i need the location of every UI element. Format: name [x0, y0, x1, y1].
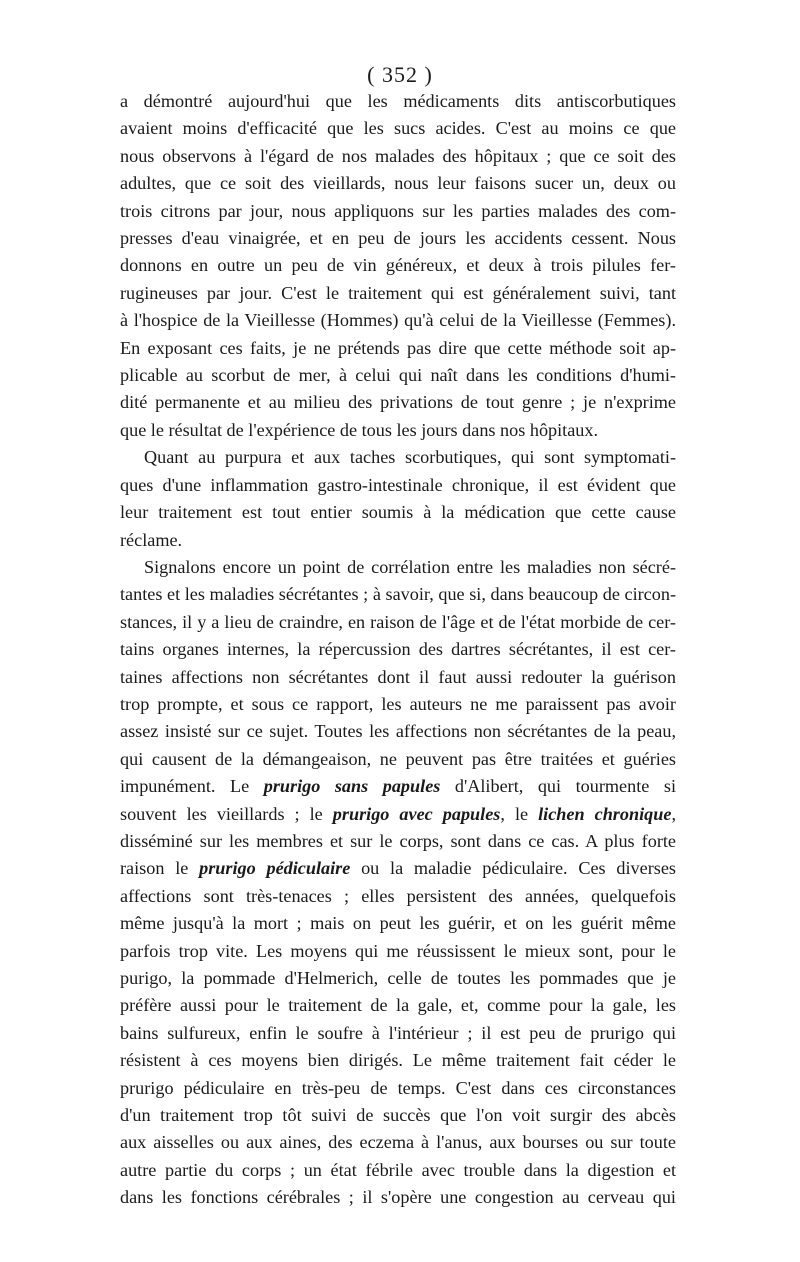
- text-line: [120, 581, 676, 608]
- text-line: [120, 883, 676, 910]
- text-line: [120, 691, 676, 718]
- text-segment: plicable au scorbut de mer, à celui qui naît dans les conditions d'humi-: [120, 365, 676, 386]
- text-line: [120, 198, 676, 225]
- text-line: [120, 554, 676, 581]
- text-line: [120, 1020, 676, 1047]
- text-segment: aux aisselles ou aux aines, des eczema à l'anus, aux bourses ou sur toute: [120, 1132, 676, 1153]
- text-segment: raison le: [120, 858, 200, 879]
- text-line: [120, 115, 676, 142]
- text-segment: stances, il y a lieu de craindre, en raison de l'âge et de l'état morbide de cer-: [120, 611, 676, 632]
- text-segment: d'Alibert, qui tourmente si: [440, 776, 676, 797]
- text-segment: nous observons à l'égard de nos malades des hôpitaux ; que ce soit des: [120, 145, 676, 166]
- text-line: [120, 636, 676, 663]
- text-line: [120, 773, 676, 800]
- text-line: [120, 664, 676, 691]
- text-line: [120, 444, 676, 471]
- text-segment: ques d'une inflammation gastro-intestinale chronique, il est évident que: [120, 474, 676, 495]
- text-segment: préfère aussi pour le traitement de la gale, et, comme pour la gale, les: [120, 995, 676, 1016]
- text-line: [120, 527, 676, 554]
- text-segment: Quant au purpura et aux taches scorbutiques, qui sont symptomati-: [144, 447, 676, 468]
- text-line: [120, 280, 676, 307]
- text-line: [120, 1075, 676, 1102]
- text-line: [120, 170, 676, 197]
- text-line: [120, 472, 676, 499]
- text-line: [120, 362, 676, 389]
- text-line: [120, 389, 676, 416]
- body-text: [120, 88, 676, 1212]
- text-line: [120, 609, 676, 636]
- text-line: [120, 801, 676, 828]
- text-segment: Signalons encore un point de corrélation entre les maladies non sécré-: [144, 556, 676, 577]
- emphasized-term: lichen chronique: [538, 803, 672, 824]
- text-line: [120, 828, 676, 855]
- text-segment: assez insisté sur ce sujet. Toutes les affections non sécrétantes de la peau,: [120, 721, 676, 742]
- text-line: [120, 1184, 676, 1211]
- text-line: [120, 1102, 676, 1129]
- text-line: [120, 1129, 676, 1156]
- text-line: [120, 88, 676, 115]
- text-segment: ,: [671, 803, 676, 824]
- text-line: [120, 718, 676, 745]
- text-segment: même jusqu'à la mort ; mais on peut les guérir, et on les guérit même: [120, 913, 676, 934]
- text-segment: trop prompte, et sous ce rapport, les auteurs ne me paraissent pas avoir: [120, 693, 676, 714]
- text-line: [120, 1157, 676, 1184]
- text-segment: tains organes internes, la répercussion des dartres sécrétantes, il est cer-: [120, 639, 676, 660]
- text-segment: autre partie du corps ; un état fébrile avec trouble dans la digestion et: [120, 1159, 676, 1180]
- text-segment: rugineuses par jour. C'est le traitement qui est généralement suivi, tant: [120, 282, 676, 303]
- text-segment: taines affections non sécrétantes dont il faut aussi redouter la guérison: [120, 666, 676, 687]
- text-line: [120, 499, 676, 526]
- text-segment: donnons en outre un peu de vin généreux, et deux à trois pilules fer-: [120, 255, 676, 276]
- text-line: [120, 143, 676, 170]
- text-segment: En exposant ces faits, je ne prétends pas dire que cette méthode soit ap-: [120, 337, 676, 358]
- page-number: ( 352 ): [367, 62, 433, 87]
- text-segment: presses d'eau vinaigrée, et en peu de jours les accidents cessent. Nous: [120, 228, 676, 249]
- text-segment: avaient moins d'efficacité que les sucs acides. C'est au moins ce que: [120, 118, 676, 139]
- text-line: [120, 992, 676, 1019]
- text-segment: a démontré aujourd'hui que les médicaments dits antiscorbutiques: [120, 91, 676, 111]
- text-segment: qui causent de la démangeaison, ne peuvent pas être traitées et guéries: [120, 748, 676, 769]
- text-segment: réclame.: [120, 529, 183, 550]
- text-segment: trois citrons par jour, nous appliquons sur les parties malades des com-: [120, 200, 676, 221]
- text-line: [120, 417, 676, 444]
- text-segment: parfois trop vite. Les moyens qui me réussissent le mieux sont, pour le: [120, 940, 676, 961]
- emphasized-term: prurigo sans papules: [263, 776, 441, 797]
- text-segment: disséminé sur les membres et sur le corps, sont dans ce cas. A plus forte: [120, 830, 676, 851]
- text-segment: purigo, la pommade d'Helmerich, celle de toutes les pommades que je: [120, 968, 676, 988]
- text-segment: leur traitement est tout entier soumis à la médication que cette cause: [120, 502, 676, 523]
- text-segment: résistent à ces moyens bien dirigés. Le même traitement fait céder le: [120, 1050, 676, 1071]
- text-line: [120, 1047, 676, 1074]
- text-line: [120, 252, 676, 279]
- text-line: [120, 855, 676, 882]
- text-segment: tantes et les maladies sécrétantes ; à savoir, que si, dans beaucoup de circon-: [120, 584, 676, 605]
- emphasized-term: prurigo pédiculaire: [199, 858, 351, 879]
- text-segment: bains sulfureux, enfin le soufre à l'intérieur ; il est peu de prurigo qui: [120, 1022, 676, 1043]
- text-segment: dans les fonctions cérébrales ; il s'opère une congestion au cerveau qui: [120, 1187, 676, 1208]
- text-line: [120, 938, 676, 965]
- text-segment: d'un traitement trop tôt suivi de succès que l'on voit surgir des abcès: [120, 1105, 676, 1126]
- text-line: [120, 965, 676, 992]
- text-segment: dité permanente et au milieu des privations de tout genre ; je n'exprime: [120, 392, 676, 413]
- text-segment: prurigo pédiculaire en très-peu de temps. C'est dans ces circonstances: [120, 1077, 676, 1098]
- text-segment: , le: [500, 803, 539, 824]
- text-segment: adultes, que ce soit des vieillards, nous leur faisons sucer un, deux ou: [120, 173, 676, 194]
- text-segment: souvent les vieillards ; le: [120, 803, 333, 824]
- text-segment: à l'hospice de la Vieillesse (Hommes) qu'à celui de la Vieillesse (Femmes).: [120, 310, 676, 331]
- text-segment: ou la maladie pédiculaire. Ces diverses: [350, 858, 676, 879]
- text-line: [120, 910, 676, 937]
- text-segment: que le résultat de l'expérience de tous les jours dans nos hôpitaux.: [120, 419, 599, 440]
- text-line: [120, 225, 676, 252]
- text-line: [120, 335, 676, 362]
- emphasized-term: prurigo avec papules: [332, 803, 501, 824]
- text-segment: impunément. Le: [120, 776, 264, 797]
- text-line: [120, 746, 676, 773]
- text-segment: affections sont très-tenaces ; elles persistent des années, quelquefois: [120, 885, 676, 906]
- text-line: [120, 307, 676, 334]
